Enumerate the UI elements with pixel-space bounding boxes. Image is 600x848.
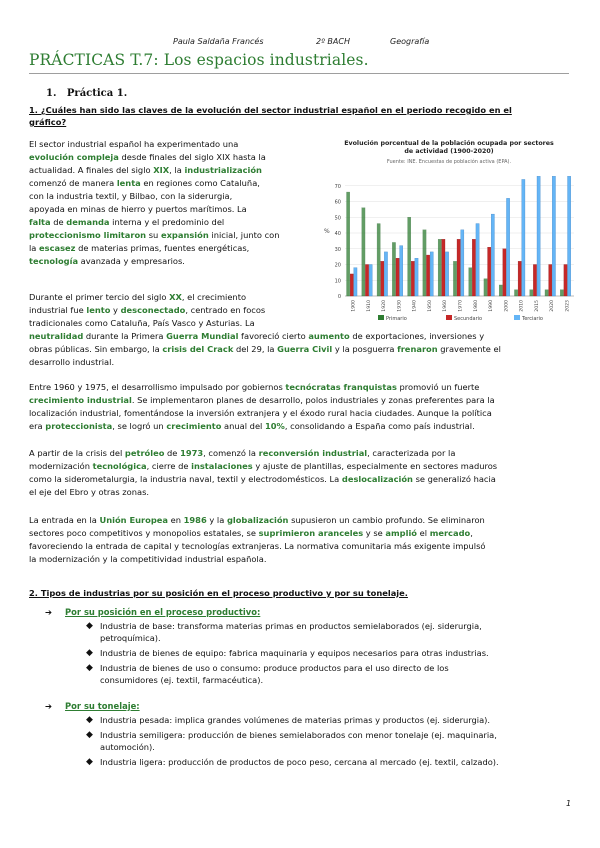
highlight-term: demanda — [66, 217, 110, 227]
text-run: y la — [206, 515, 227, 525]
x-tick-label: 1930 — [397, 300, 403, 312]
p2-line — [29, 356, 501, 369]
text-run: desde finales del siglo XIX hasta la — [118, 152, 266, 162]
bar-secundario — [503, 249, 506, 296]
section-label: Práctica 1. — [66, 88, 128, 99]
bar-secundario — [381, 261, 384, 296]
bar-secundario — [426, 255, 429, 296]
text-run: favoreció cierto — [238, 331, 309, 341]
bar-secundario — [533, 265, 536, 297]
bar-secundario — [518, 261, 521, 296]
list-item-text: Industria ligera: producción de productos de poco peso, cercana al mercado (ej. textil, calzado). — [100, 757, 499, 767]
x-tick-label: 1970 — [458, 300, 464, 312]
bar-secundario — [472, 239, 475, 296]
text-run: avanzada y empresarios. — [78, 256, 185, 266]
legend-label-terciario: Terciario — [522, 316, 543, 322]
p1-line — [29, 229, 279, 242]
text-run: y se — [363, 528, 386, 538]
header-course: 2º BACH — [316, 37, 350, 46]
highlight-term: frenaron — [397, 344, 438, 354]
text-run: gravemente el — [437, 344, 501, 354]
list-item-text: Industria de base: transforma materias primas en productos semielaborados (ej. siderurgia, — [100, 621, 482, 631]
bar-secundario — [549, 265, 552, 297]
bar-terciario — [568, 176, 571, 296]
bar-primario — [484, 279, 487, 296]
y-tick-label: 0 — [337, 294, 341, 300]
list-item-text: Industria de bienes de uso o consumo: produce productos para el uso directo de los — [100, 663, 449, 673]
y-tick-label: 70 — [334, 183, 341, 190]
p3-line — [29, 407, 495, 420]
text-run: , la — [169, 165, 185, 175]
x-tick-label: 1900 — [351, 300, 357, 312]
bar-primario — [347, 192, 350, 296]
diamond-bullet-icon: ◆ — [86, 730, 93, 740]
highlight-term: reconversión industrial — [258, 448, 368, 458]
p5-line — [29, 553, 486, 566]
highlight-term: crisis del Crack — [162, 344, 234, 354]
text-run: , centrado en focos — [185, 305, 266, 315]
text-run: , se logró un — [112, 421, 167, 431]
diamond-bullet-icon: ◆ — [86, 663, 93, 673]
bar-primario — [560, 290, 563, 296]
text-run: industrial fue — [29, 305, 87, 315]
legend-swatch-primario — [378, 315, 384, 320]
text-run: y la posguerra — [332, 344, 398, 354]
highlight-term: expansión — [160, 230, 209, 240]
highlight-term: amplió — [385, 528, 417, 538]
highlight-term: petróleo — [124, 448, 165, 458]
text-run: promovió un fuerte — [396, 382, 480, 392]
bar-terciario — [522, 179, 525, 296]
p1-line — [29, 216, 279, 229]
x-tick-label: 1940 — [412, 300, 418, 312]
p3-line — [29, 420, 495, 433]
header-subject: Geografía — [390, 37, 430, 46]
paragraph-1 — [29, 138, 279, 268]
x-tick-label: 1950 — [427, 300, 433, 312]
text-run: , caracterizada por la — [367, 448, 456, 458]
section-number: 1. — [46, 88, 57, 99]
text-run: sectores poco competitivos y monopolios estatales, se — [29, 528, 259, 538]
list-item-text: automoción). — [100, 742, 155, 752]
bar-secundario — [365, 265, 368, 297]
highlight-term: crecimiento industrial — [29, 395, 132, 405]
highlight-term: falta — [29, 217, 51, 227]
list-item — [86, 756, 499, 768]
p5-line — [29, 514, 486, 527]
text-run: de materias primas, fuentes energéticas, — [75, 243, 250, 253]
text-run: tradicionales como Cataluña, País Vasco y Asturias. La — [29, 318, 255, 328]
bar-terciario — [400, 246, 403, 296]
legend-swatch-secundario — [446, 315, 452, 320]
highlight-term: proteccionista — [45, 421, 113, 431]
arrow-icon: ➔ — [45, 701, 53, 711]
text-run: . Se implementaron planes de desarrollo, polos industriales y zonas preferentes para la — [131, 395, 495, 405]
bar-terciario — [491, 214, 494, 296]
bar-primario — [453, 261, 456, 296]
question-1-line1: 1. ¿Cuáles han sido las claves de la evolución del sector industrial español en el periodo recogido en el — [29, 105, 512, 115]
text-run: desarrollo industrial. — [29, 357, 115, 367]
list-group-2 — [45, 700, 140, 712]
x-tick-label: 2023 — [565, 300, 571, 312]
p2-line — [29, 343, 501, 356]
highlight-term: 10% — [265, 421, 285, 431]
text-run: se generalizó hacia — [412, 474, 496, 484]
highlight-term: industrialización — [184, 165, 262, 175]
diamond-bullet-icon: ◆ — [86, 757, 93, 767]
x-tick-label: 1960 — [443, 300, 449, 312]
page-title: PRÁCTICAS T.7: Los espacios industriales. — [29, 51, 369, 69]
highlight-term: XX — [169, 292, 182, 302]
header-author: Paula Saldaña Francés — [173, 37, 264, 46]
list-item-text: consumidores (ej. textil, farmacéutica). — [100, 675, 264, 685]
chart-svg — [318, 136, 580, 326]
paragraph-4 — [29, 447, 497, 499]
highlight-term: escasez — [39, 243, 76, 253]
highlight-term: lento — [86, 305, 111, 315]
text-run: el eje del Ebro y otras zonas. — [29, 487, 150, 497]
text-run: era — [29, 421, 46, 431]
y-tick-label: 10 — [334, 278, 341, 285]
legend-label-secundario: Secundario — [454, 316, 483, 322]
text-run: modernización — [29, 461, 93, 471]
bar-terciario — [430, 252, 433, 296]
text-run: , consolidando a España como país industrial. — [284, 421, 475, 431]
highlight-term: tecnológica — [92, 461, 147, 471]
highlight-term: crecimiento — [166, 421, 222, 431]
p1-line — [29, 255, 279, 268]
chart-title-line1: Evolución porcentual de la población ocupada por sectores — [344, 140, 554, 147]
bar-primario — [423, 230, 426, 296]
p1-line — [29, 138, 279, 151]
text-run: en — [168, 515, 184, 525]
bar-terciario — [354, 268, 357, 296]
highlight-term: deslocalización — [341, 474, 413, 484]
y-tick-label: 40 — [334, 231, 341, 237]
bar-terciario — [445, 252, 448, 296]
arrow-icon: ➔ — [45, 607, 53, 617]
p4-line — [29, 460, 497, 473]
p4-line — [29, 486, 497, 499]
highlight-term: Guerra Civil — [277, 344, 333, 354]
bar-secundario — [350, 274, 353, 296]
text-run: apoyada en minas de hierro y puertos marítimos. La — [29, 204, 247, 214]
p1-line — [29, 164, 279, 177]
question-1-line2: gráfico? — [29, 117, 67, 127]
bar-terciario — [506, 198, 509, 296]
bar-secundario — [457, 239, 460, 296]
highlight-term: 1973 — [180, 448, 204, 458]
bar-terciario — [415, 258, 418, 296]
question-2: 2. Tipos de industrias por su posición en el proceso productivo y por su tonelaje. — [29, 588, 408, 598]
text-run: localización industrial, fomentándose la inversión extranjera y el éxodo rural hacia ciudades. Aunque la política — [29, 408, 492, 418]
paragraph-5 — [29, 514, 486, 566]
text-run: La entrada en la — [29, 515, 100, 525]
list-item — [86, 662, 449, 686]
list-item-text: Industria semiligera: producción de bienes semielaborados con menor tonelaje (ej. maquinaria, — [100, 730, 497, 740]
text-run: , comenzó la — [203, 448, 259, 458]
list-item — [86, 714, 490, 726]
x-tick-label: 1910 — [366, 300, 372, 312]
text-run: con la industria textil, y Bilbao, con la siderurgia, — [29, 191, 233, 201]
diamond-bullet-icon: ◆ — [86, 621, 93, 631]
bar-primario — [514, 290, 517, 296]
bar-terciario — [552, 176, 555, 296]
list-item — [86, 729, 497, 753]
bar-primario — [362, 208, 365, 296]
y-tick-label: 50 — [334, 215, 341, 222]
bar-secundario — [396, 258, 399, 296]
text-run: y — [110, 305, 121, 315]
highlight-term: desconectado — [120, 305, 186, 315]
highlight-term: suprimieron aranceles — [258, 528, 364, 538]
p5-line — [29, 540, 486, 553]
text-run: interna y el predominio del — [109, 217, 225, 227]
highlight-term: proteccionismo limitaron — [29, 230, 147, 240]
highlight-term: tecnología — [29, 256, 79, 266]
text-run: la — [29, 243, 40, 253]
text-run: inicial, junto con — [208, 230, 280, 240]
text-run: actualidad. A finales del siglo — [29, 165, 154, 175]
text-run: , — [470, 528, 473, 538]
p2-line — [29, 330, 501, 343]
x-tick-label: 1920 — [382, 300, 388, 312]
text-run: y ajuste de plantillas, especialmente en sectores maduros — [252, 461, 498, 471]
x-tick-label: 2000 — [504, 300, 510, 312]
bar-terciario — [537, 176, 540, 296]
bar-primario — [469, 268, 472, 296]
highlight-term: 1986 — [183, 515, 207, 525]
list-item-text: petroquímica). — [100, 633, 161, 643]
list-group-1-title: Por su posición en el proceso productivo: — [65, 607, 261, 617]
bar-primario — [408, 217, 411, 296]
diamond-bullet-icon: ◆ — [86, 648, 93, 658]
list-item — [86, 647, 489, 659]
text-run: obras públicas. Sin embargo, la — [29, 344, 163, 354]
p1-line — [29, 177, 279, 190]
bar-primario — [499, 285, 502, 296]
p1-line — [29, 242, 279, 255]
x-tick-label: 1990 — [489, 300, 495, 312]
bar-secundario — [488, 247, 491, 296]
bar-primario — [530, 290, 533, 296]
text-run: durante la Primera — [83, 331, 167, 341]
section-heading — [46, 88, 127, 99]
y-tick-label: 20 — [334, 262, 341, 269]
p4-line — [29, 447, 497, 460]
text-run: Durante el primer tercio del siglo — [29, 292, 170, 302]
text-run: la modernización y la competitividad industrial española. — [29, 554, 267, 564]
text-run: en regiones como Cataluña, — [140, 178, 260, 188]
text-run: el — [417, 528, 430, 538]
text-run: Entre 1960 y 1975, el desarrollismo impulsado por gobiernos — [29, 382, 286, 392]
highlight-term: tecnócratas franquistas — [285, 382, 397, 392]
y-axis-label: % — [324, 228, 330, 235]
highlight-term: XIX — [153, 165, 170, 175]
bar-secundario — [442, 239, 445, 296]
page-number: 1 — [566, 799, 572, 808]
text-run: supusieron un cambio profundo. Se eliminaron — [288, 515, 485, 525]
x-tick-label: 2020 — [550, 300, 556, 312]
population-chart — [318, 136, 580, 326]
bar-primario — [438, 239, 441, 296]
text-run: A partir de la crisis del — [29, 448, 125, 458]
x-tick-label: 1980 — [473, 300, 479, 312]
legend-label-primario: Primario — [386, 316, 407, 322]
bar-terciario — [461, 230, 464, 296]
text-run: favoreciendo la entrada de capital y tecnologías extranjeras. La normativa comunitaria más exigente impulsó — [29, 541, 486, 551]
paragraph-3 — [29, 381, 495, 433]
highlight-term: aumento — [308, 331, 350, 341]
bar-primario — [392, 242, 395, 296]
p4-line — [29, 473, 497, 486]
chart-title-line2: de actividad (1900-2020) — [404, 148, 494, 155]
p1-line — [29, 190, 279, 203]
text-run: de exportaciones, inversiones y — [349, 331, 485, 341]
text-run: anual del — [221, 421, 265, 431]
p3-line — [29, 394, 495, 407]
bar-terciario — [369, 265, 372, 297]
highlight-term: Guerra Mundial — [166, 331, 239, 341]
bar-primario — [545, 290, 548, 296]
x-tick-label: 2010 — [519, 300, 525, 312]
highlight-term: evolución compleja — [29, 152, 119, 162]
highlight-term: Unión Europea — [99, 515, 168, 525]
text-run: de — [50, 217, 67, 227]
legend-swatch-terciario — [514, 315, 520, 320]
highlight-term: neutralidad — [29, 331, 84, 341]
text-run: como la siderometalurgia, la industria naval, textil y electrodomésticos. La — [29, 474, 342, 484]
chart-subtitle: Fuente: INE. Encuestas de población activa (EPA). — [386, 159, 512, 165]
p5-line — [29, 527, 486, 540]
text-run: , cierre de — [146, 461, 192, 471]
highlight-term: globalización — [226, 515, 289, 525]
text-run: comenzó de manera — [29, 178, 117, 188]
highlight-term: lenta — [116, 178, 141, 188]
text-run: de — [164, 448, 181, 458]
y-tick-label: 30 — [334, 246, 341, 253]
bar-terciario — [384, 252, 387, 296]
p3-line — [29, 381, 495, 394]
bar-secundario — [411, 261, 414, 296]
x-tick-label: 2015 — [534, 300, 540, 312]
highlight-term: mercado — [429, 528, 471, 538]
bar-secundario — [564, 265, 567, 297]
list-item-text: Industria pesada: implica grandes volúmenes de materias primas y productos (ej. siderurgia). — [100, 715, 491, 725]
highlight-term: instalaciones — [191, 461, 253, 471]
list-group-1 — [45, 606, 260, 618]
text-run: su — [146, 230, 161, 240]
text-run: del 29, la — [233, 344, 278, 354]
list-item-text: Industria de bienes de equipo: fabrica maquinaria y equipos necesarios para otras industrias. — [100, 648, 489, 658]
list-group-2-title: Por su tonelaje: — [65, 701, 140, 711]
text-run: , el crecimiento — [181, 292, 247, 302]
list-item — [86, 620, 482, 644]
bar-terciario — [476, 224, 479, 296]
p1-line — [29, 203, 279, 216]
bar-primario — [377, 224, 380, 296]
text-run: El sector industrial español ha experimentado una — [29, 139, 239, 149]
p1-line — [29, 151, 279, 164]
title-divider — [29, 73, 569, 74]
diamond-bullet-icon: ◆ — [86, 715, 93, 725]
y-tick-label: 60 — [334, 199, 341, 206]
